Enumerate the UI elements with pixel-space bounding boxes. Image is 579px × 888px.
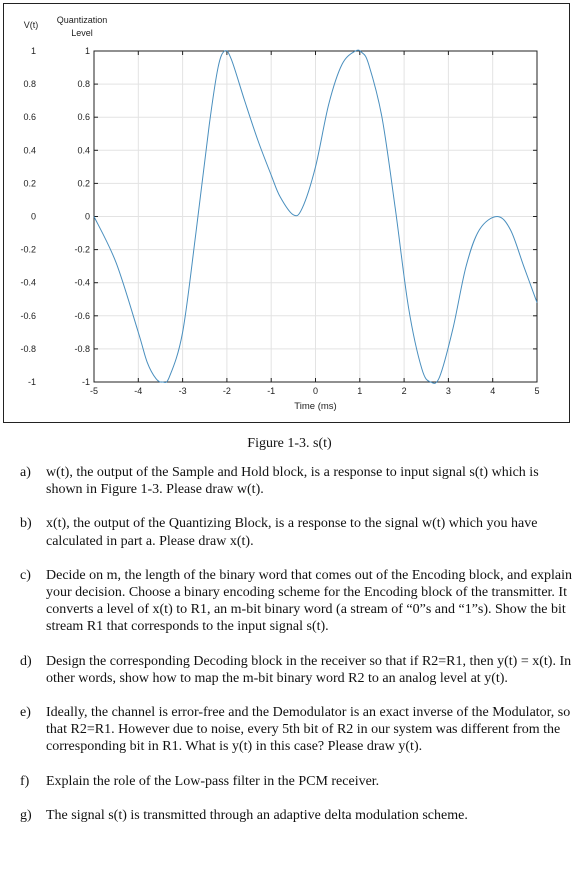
v-axis-label: 0.4 (23, 145, 36, 156)
x-tick-label: 3 (445, 386, 451, 396)
question-text: x(t), the output of the Quantizing Block, is a response to the signal w(t) which you have calculated in part a. Please draw x(t). (46, 516, 538, 549)
y-tick-label: 1 (84, 46, 90, 56)
question-b (20, 515, 576, 549)
question-f (20, 773, 576, 790)
v-axis-label: 0 (30, 211, 36, 222)
question-letter: b) (20, 516, 32, 532)
x-tick-label: 5 (534, 386, 540, 396)
v-axis-title: V(t) (23, 20, 39, 30)
y-tick-label: -0.2 (74, 244, 90, 255)
signal-chart (4, 4, 568, 421)
y-tick-label: 0.2 (77, 178, 90, 189)
x-axis-title: Time (ms) (294, 401, 337, 412)
question-e (20, 704, 576, 756)
y-tick-label: -1 (81, 377, 90, 387)
x-tick-label: -3 (178, 386, 187, 396)
x-tick-label: 2 (401, 386, 407, 396)
x-tick-label: 4 (490, 386, 496, 396)
question-text: w(t), the output of the Sample and Hold block, is a response to input signal s(t) which is shown in Figure 1-3. Please draw w(t). (46, 465, 539, 498)
v-axis-label: 1 (30, 46, 36, 56)
v-axis-label: -1 (27, 377, 36, 387)
y-tick-label: -0.6 (74, 310, 90, 321)
x-tick-label: 0 (312, 386, 319, 396)
question-letter: g) (20, 807, 32, 823)
v-axis-label: -0.6 (20, 310, 36, 321)
question-letter: f) (20, 773, 30, 789)
question-c (20, 567, 576, 636)
question-a (20, 464, 576, 498)
y-tick-label: 0.6 (77, 112, 90, 123)
question-text: Design the corresponding Decoding block in the receiver so that if R2=R1, then y(t) = x(t). In other words, show how to map the m-bit binary word R2 to an analog level at y(t). (46, 653, 572, 686)
y-tick-label: 0.4 (77, 145, 90, 156)
question-text: Decide on m, the length of the binary word that comes out of the Encoding block, and explain your decision. Choose a binary encoding scheme for the Encoding block of the transmitter. It converts a level of x(t) to R1, an m-bit binary word (a stream of “0”s and “1”s). Show the bit stream R1 that corresponds to the input signal s(t). (46, 567, 573, 635)
x-tick-label: -5 (89, 386, 99, 396)
question-letter: c) (20, 567, 31, 583)
quantization-axis-title: Quantization Level (56, 15, 108, 38)
x-tick-label: -1 (267, 386, 276, 396)
v-axis-label: 0.8 (23, 79, 36, 90)
question-letter: d) (20, 653, 32, 669)
question-text: The signal s(t) is transmitted through an adaptive delta modulation scheme. (46, 807, 468, 823)
question-letter: a) (20, 465, 31, 480)
question-text: Explain the role of the Low-pass filter in the PCM receiver. (46, 773, 380, 789)
figure-frame (3, 3, 570, 423)
x-tick-label: 1 (357, 386, 363, 396)
v-axis-label: -0.8 (20, 343, 36, 354)
question-g (20, 807, 576, 824)
v-axis-label: -0.4 (20, 277, 36, 288)
y-tick-label: 0 (84, 211, 90, 222)
v-axis-label: 0.2 (23, 178, 36, 189)
figure-caption: Figure 1-3. s(t) (247, 436, 332, 451)
y-tick-label: 0.8 (77, 79, 90, 90)
y-tick-label: -0.8 (74, 343, 90, 354)
v-axis-label: 0.6 (23, 112, 36, 123)
question-list (20, 464, 576, 841)
v-axis-label: -0.2 (20, 244, 36, 255)
x-tick-label: -4 (134, 386, 143, 396)
x-tick-label: -2 (222, 386, 231, 396)
question-text: Ideally, the channel is error-free and the Demodulator is an exact inverse of the Modulator, so that R2=R1. However due to noise, every 5th bit of R2 in our system was different from the corresponding bit in R1. What is y(t) in this case? Please draw y(t). (46, 705, 571, 755)
question-letter: e) (20, 705, 31, 721)
y-tick-label: -0.4 (74, 277, 90, 288)
question-d (20, 653, 576, 687)
